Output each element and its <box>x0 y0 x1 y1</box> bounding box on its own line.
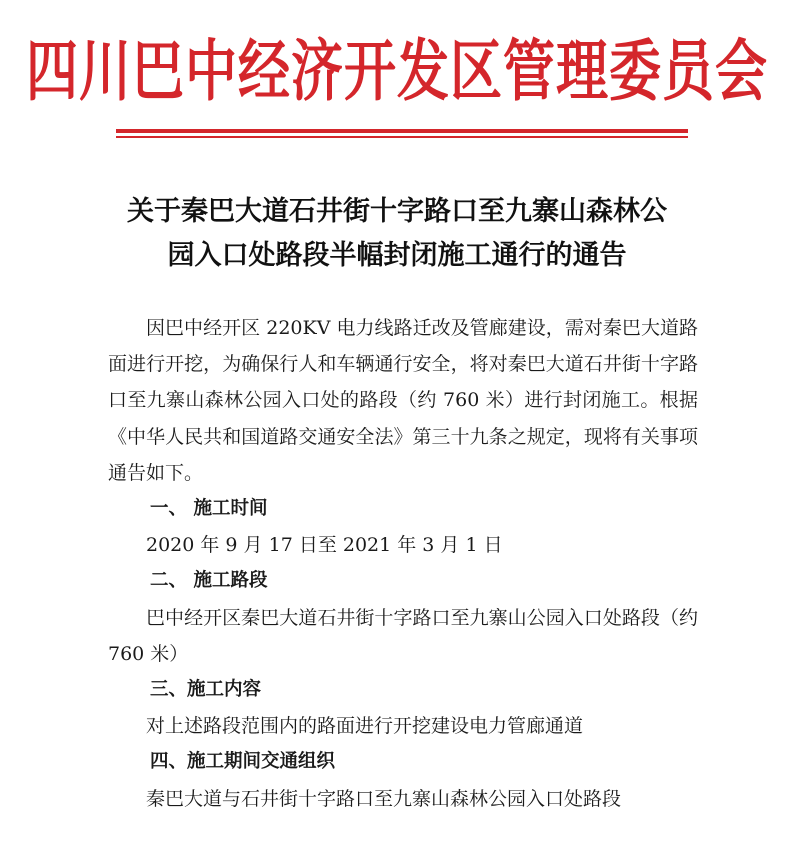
section-content-road: 巴中经开区秦巴大道石井街十字路口至九寨山公园入口处路段（约 760 米） <box>108 606 698 665</box>
section-content-content: 对上述路段范围内的路面进行开挖建设电力管廊通道 <box>146 715 584 738</box>
section-heading-time: 一、 施工时间 <box>150 498 268 520</box>
intro-paragraph: 因巴中经开区 220KV 电力线路迁改及管廊建设，需对秦巴大道路面进行开挖，为确保行人和车辆通行安全，将对秦巴大道石井街十字路口至九寨山森林公园入口处的路段（约 760 米）进行封闭施工。根据《中华人民共和国道路交通安全法》第三十九条之规定，现将有关事项通告如下。 <box>108 317 698 484</box>
notice-body <box>108 310 698 817</box>
section-heading-road: 二、 施工路段 <box>150 570 268 592</box>
masthead-rule-thick <box>116 129 688 133</box>
masthead-rule-thin <box>116 136 688 138</box>
notice-title-line-1: 关于秦巴大道石井街十字路口至九寨山森林公 <box>127 196 667 227</box>
section-content-traffic: 秦巴大道与石井街十字路口至九寨山森林公园入口处路段 <box>146 787 622 810</box>
notice-title-line-2: 园入口处路段半幅封闭施工通行的通告 <box>167 240 627 271</box>
notice-title <box>70 190 724 278</box>
org-masthead: 四川巴中经济开发区管理委员会 <box>25 33 768 111</box>
section-heading-traffic: 四、施工期间交通组织 <box>150 751 336 773</box>
section-content-time: 2020 年 9 月 17 日至 2021 年 3 月 1 日 <box>146 534 503 557</box>
section-heading-content: 三、施工内容 <box>150 679 262 701</box>
